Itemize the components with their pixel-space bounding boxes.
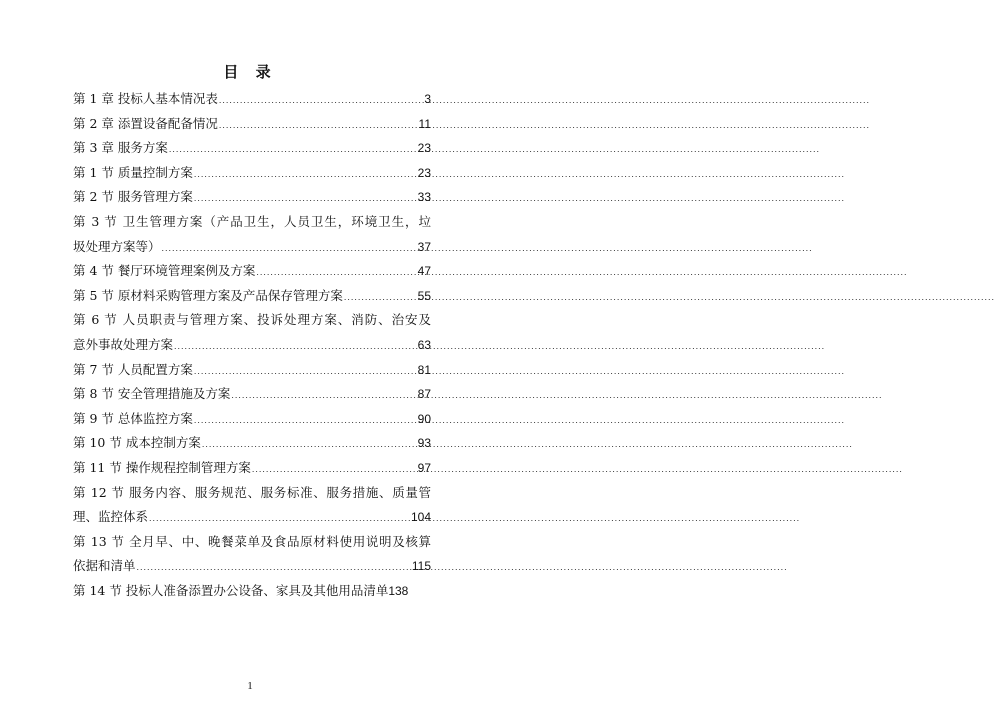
toc-entry-wrapped-line[interactable]: 第 6 节 人员职责与管理方案、投诉处理方案、消防、治安及 — [73, 312, 431, 328]
dot-leader — [230, 383, 417, 408]
toc-entry-page: 3 — [424, 92, 431, 106]
toc-entry[interactable] — [73, 505, 431, 530]
toc-entry-page: 23 — [417, 141, 431, 156]
toc-entry-page: 81 — [417, 362, 431, 377]
dot-leader — [173, 334, 418, 359]
toc-entry[interactable] — [73, 358, 431, 383]
toc-entry-label: 第 5 节 原材料采购管理方案及产品保存管理方案 — [73, 287, 343, 303]
toc-entry-label: 第 8 节 安全管理措施及方案 — [73, 386, 231, 402]
toc-entry[interactable] — [73, 259, 431, 284]
dot-leader — [161, 236, 418, 261]
toc-entry-label: 第 9 节 总体监控方案 — [73, 410, 193, 426]
toc-entry[interactable] — [73, 333, 431, 358]
toc-entry-page: 23 — [417, 165, 431, 180]
toc-entry-wrapped-line[interactable]: 第 3 节 卫生管理方案（产品卫生，人员卫生，环境卫生，垃 — [73, 213, 431, 229]
toc-entry-label: 第 10 节 成本控制方案 — [73, 435, 201, 451]
toc-entry-page: 97 — [417, 460, 431, 475]
toc-entry-page: 115 — [411, 559, 431, 574]
toc-entry[interactable] — [73, 161, 431, 186]
toc-entry-label: 第 1 节 质量控制方案 — [73, 164, 193, 180]
toc-entry[interactable] — [73, 579, 431, 604]
toc-entry[interactable] — [73, 185, 431, 210]
toc-entry-label: 第 7 节 人员配置方案 — [73, 361, 193, 377]
toc-entry[interactable] — [73, 456, 431, 481]
toc-entry-page: 87 — [417, 387, 431, 402]
toc-entry-label: 理、监控体系 — [73, 509, 149, 525]
dot-leader — [255, 260, 417, 285]
toc-entry-page: 47 — [417, 264, 431, 279]
dot-leader — [343, 285, 418, 310]
dot-leader — [193, 162, 418, 187]
toc-entry-page: 90 — [417, 411, 431, 426]
toc-entry[interactable] — [73, 284, 431, 309]
toc-entry-page: 55 — [417, 288, 431, 303]
toc-entry-label: 圾处理方案等） — [73, 238, 161, 254]
toc-entry-label: 第 11 节 操作规程控制管理方案 — [73, 459, 251, 475]
toc-entry-page: 93 — [417, 436, 431, 451]
toc-entry-wrapped-line[interactable]: 第 13 节 全月早、中、晚餐菜单及食品原材料使用说明及核算 — [73, 533, 431, 549]
toc-entry[interactable] — [73, 87, 431, 112]
dot-leader — [201, 432, 418, 457]
toc-entry-wrapped-line[interactable]: 第 12 节 服务内容、服务规范、服务标准、服务措施、质量管 — [73, 484, 431, 500]
dot-leader — [193, 359, 418, 384]
dot-leader — [251, 457, 418, 482]
toc-entry-label: 第 2 节 服务管理方案 — [73, 189, 193, 205]
toc-entry[interactable] — [73, 112, 431, 137]
dot-leader — [193, 186, 418, 211]
toc-entry-label: 第 14 节 投标人准备添置办公设备、家具及其他用品清单 — [73, 582, 389, 598]
toc-entry[interactable] — [73, 382, 431, 407]
toc-entry-page: 37 — [417, 239, 431, 254]
toc-title: 目 录 — [223, 63, 277, 81]
dot-leader — [193, 408, 418, 433]
toc-entry-label: 第 1 章 投标人基本情况表 — [73, 91, 218, 106]
toc-entry[interactable] — [73, 407, 431, 432]
toc-entry-page: 33 — [417, 190, 431, 205]
toc-entry[interactable] — [73, 431, 431, 456]
dot-leader — [136, 555, 412, 580]
toc-entry-label: 依据和清单 — [73, 558, 136, 574]
dot-leader — [218, 113, 419, 138]
dot-leader — [218, 88, 424, 113]
toc-entry-label: 第 2 章 添置设备配备情况 — [73, 115, 218, 131]
toc-entry[interactable] — [73, 136, 431, 161]
toc-entry[interactable] — [73, 235, 431, 260]
table-of-contents — [73, 87, 431, 603]
page-number: 1 — [247, 680, 253, 692]
toc-entry-page: 63 — [417, 337, 431, 352]
dot-leader — [168, 137, 418, 162]
toc-entry-label: 意外事故处理方案 — [73, 336, 174, 352]
toc-entry-page: 11 — [418, 116, 431, 131]
toc-entry[interactable] — [73, 554, 431, 579]
toc-entry-label: 第 3 章 服务方案 — [73, 140, 168, 156]
toc-entry-page: 104 — [410, 510, 431, 525]
toc-entry-label: 第 4 节 餐厅环境管理案例及方案 — [73, 263, 256, 279]
toc-entry-page: 138 — [388, 583, 409, 598]
dot-leader — [148, 506, 411, 531]
